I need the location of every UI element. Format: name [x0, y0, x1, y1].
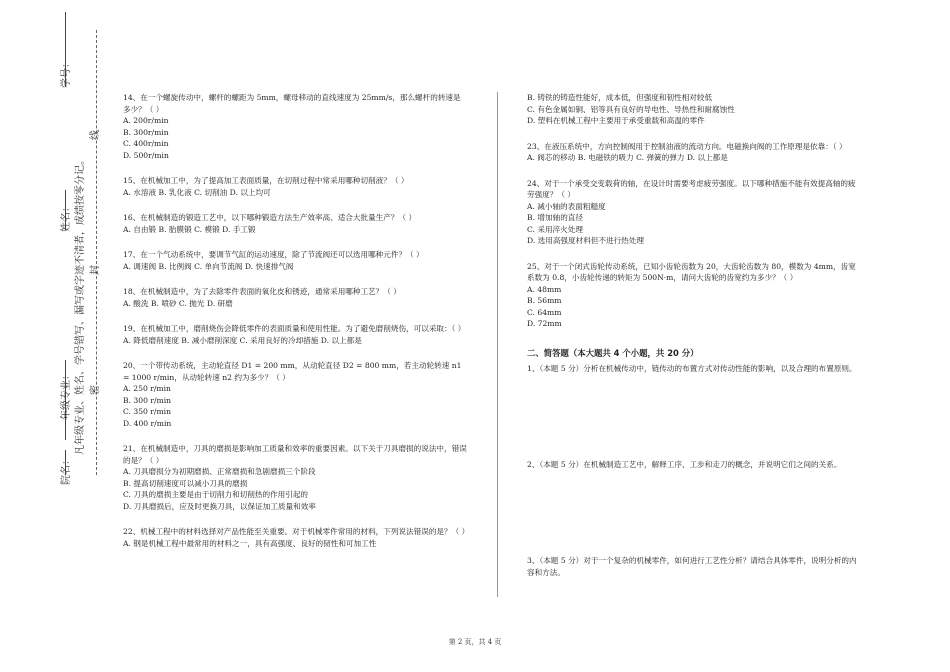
question-stem: 20、一个带传动系统，主动轮直径 D1 = 200 mm，从动轮直径 D2 = 800 mm，若主动轮转速 n1 = 1000 r/min，从动轮转速 n2 约为多少？（ ）: [123, 361, 462, 382]
question-stem: 14、在一个螺旋传动中，螺杆的螺距为 5mm，螺母移动的直线速度为 25mm/s，那么螺杆的转速是多少？（ ）: [123, 93, 461, 114]
question-stem: 15、在机械加工中，为了提高加工表面质量，在切削过程中常采用哪种切削液？（ ）: [123, 176, 409, 185]
option: B. 300 r/min: [123, 395, 172, 405]
column-divider: [497, 92, 498, 597]
question-16: [123, 212, 468, 235]
option: A. 钢是机械工程中最常用的材料之一，具有高强度、良好的韧性和可加工性: [123, 538, 377, 548]
option: C. 350 r/min: [123, 407, 171, 416]
option: B. 56mm: [527, 296, 562, 305]
question-stem: 25、对于一个闭式齿轮传动系统，已知小齿轮齿数为 20，大齿轮齿数为 80，模数为 4mm，齿宽系数为 0.8，小齿轮传递的转矩为 500N·m，请问大齿轮的齿宽约为多少？（ ）: [527, 261, 856, 282]
right-column: [527, 92, 857, 578]
question-24: [527, 178, 857, 247]
question-stem: 22、机械工程中的材料选择对产品性能至关重要。对于机械零件常用的材料，下列说法错误的是？（ ）: [123, 527, 470, 536]
question-25: [527, 261, 857, 330]
option: A. 自由锻 B. 胎膜锻 C. 模锻 D. 手工锻: [123, 224, 256, 234]
question-15: [123, 175, 468, 198]
option: A. 刀具磨损分为初期磨损、正常磨损和急剧磨损三个阶段: [123, 467, 316, 476]
option: A. 48mm: [527, 284, 562, 294]
option: C. 刀具的磨损主要是由于切削力和切削热的作用引起的: [123, 490, 309, 499]
short-question-2: 2、（本题 5 分）在机械制造工艺中，解释工序、工步和走刀的概念，并说明它们之间的关系。: [527, 460, 842, 469]
short-question-1: 1、（本题 5 分）分析在机械传动中，链传动的布置方式对传动性能的影响，以及合理的布置原则。: [527, 364, 857, 373]
option: A. 水溶液 B. 乳化液 C. 切削油 D. 以上均可: [123, 187, 271, 197]
option: D. 500r/min: [123, 150, 169, 160]
option: A. 酸洗 B. 喷砂 C. 抛光 D. 研磨: [123, 298, 233, 308]
question-22-continued: [527, 92, 857, 127]
option: D. 刀具磨损后，应及时更换刀具，以保证加工质量和效率: [123, 501, 316, 511]
cut-mark-secret: 密: [90, 385, 101, 395]
cut-line-dashed: [96, 30, 97, 475]
section-2-title: 二、简答题（本大题共 4 个小题，共 20 分）: [527, 347, 699, 358]
question-20: [123, 360, 468, 429]
question-23: [527, 141, 857, 164]
option: A. 200r/min: [123, 116, 169, 125]
question-stem: 23、在液压系统中，方向控制阀用于控制油液的流动方向。电磁换向阀的工作原理是依靠：（ ）: [527, 141, 847, 151]
question-stem: 17、在一个气动系统中，要调节气缸的运动速度，除了节流阀还可以选用哪种元件？（ ）: [123, 250, 424, 259]
school-label: 院名：: [61, 455, 72, 485]
question-stem: 18、在机械制造中，为了去除零件表面的氧化皮和锈迹，通常采用哪种工艺？（ ）: [123, 287, 401, 296]
question-19: [123, 323, 468, 346]
question-stem: 24、对于一个承受交变载荷的轴，在设计时需要考虑疲劳强度。以下哪种措施不能有效提高轴的疲劳强度？（ ）: [527, 178, 856, 199]
option: D. 400 r/min: [123, 418, 172, 428]
option: A. 250 r/min: [123, 384, 171, 393]
short-question-3: 3、（本题 5 分）对于一个复杂的机械零件，如何进行工艺性分析？请结合具体零件，说明分析的内容和方法。: [527, 556, 857, 577]
option: B. 铸铁的铸造性能好，成本低，但强度和韧性相对较低: [527, 93, 713, 102]
option: A. 降低磨削速度 B. 减小磨削深度 C. 采用良好的冷却措施 D. 以上都是: [123, 335, 362, 345]
question-17: [123, 249, 468, 272]
option: C. 64mm: [527, 307, 562, 317]
question-14: [123, 92, 468, 161]
question-stem: 19、在机械加工中，磨削烧伤会降低零件的表面质量和使用性能。为了避免磨削烧伤，可以采取：（ ）: [123, 324, 466, 333]
question-21: [123, 443, 468, 512]
option: D. 选用高强度材料但不进行热处理: [527, 236, 644, 245]
option: B. 提高切削速度可以减小刀具的磨损: [123, 478, 248, 488]
binding-margin: [0, 0, 110, 672]
option: C. 采用淬火处理: [527, 224, 583, 234]
option: A. 减小轴的表面粗糙度: [527, 201, 606, 211]
binding-warning: 凡年级专业、姓名、学号错写、漏写或字迹不清者，成绩按零分记。: [75, 155, 86, 455]
major-label: 年级专业：: [61, 370, 72, 420]
question-22: [123, 526, 468, 549]
option: B. 增加轴的直径: [527, 213, 583, 222]
question-stem: 21、在机械制造中，刀具的磨损是影响加工质量和效率的重要因素。以下关于刀具磨损的说法中，错误的是？（ ）: [123, 444, 467, 465]
option: C. 400r/min: [123, 139, 169, 148]
question-stem: 16、在机械制造的锻造工艺中，以下哪种锻造方法生产效率高、适合大批量生产？（ ）: [123, 213, 417, 222]
student-id-label: 学号：: [61, 58, 72, 88]
cut-mark-line: 线: [90, 130, 101, 140]
page-footer: 第 2 页，共 4 页: [448, 638, 502, 646]
option: B. 300r/min: [123, 127, 169, 137]
option: A. 阀芯的移动 B. 电磁铁的吸力 C. 弹簧的弹力 D. 以上都是: [527, 153, 728, 162]
student-name-label: 姓名：: [61, 202, 72, 232]
option: D. 72mm: [527, 319, 562, 328]
cut-mark-seal: 封: [90, 265, 101, 275]
option: A. 调速阀 B. 比例阀 C. 单向节流阀 D. 快速排气阀: [123, 261, 294, 271]
question-18: [123, 286, 468, 309]
option: C. 有色金属如铜、铝等具有良好的导电性、导热性和耐腐蚀性: [527, 104, 735, 114]
left-column: [123, 92, 468, 563]
option: D. 塑料在机械工程中主要用于承受重载和高温的零件: [527, 116, 705, 125]
